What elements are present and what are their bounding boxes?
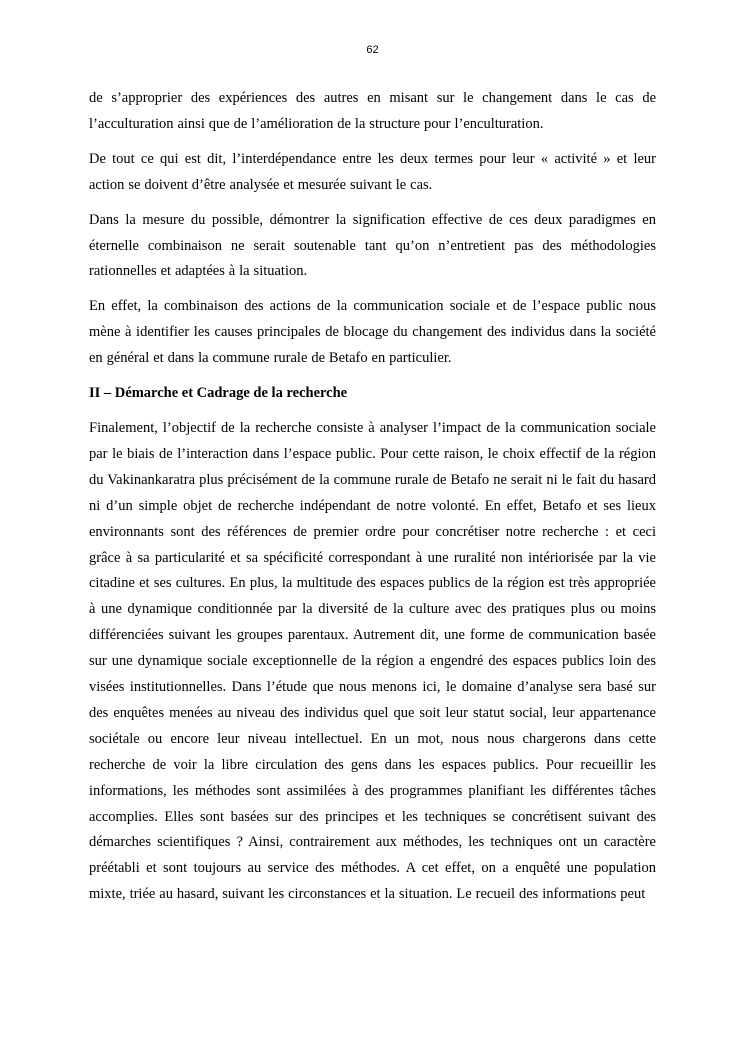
paragraph-interdependance: De tout ce qui est dit, l’interdépendance entre les deux termes pour leur « activité » et leur action se doivent d’être analysée et mesurée suivant le cas. (89, 150, 656, 193)
paragraph-paradigmes: Dans la mesure du possible, démontrer la signification effective de ces deux paradigmes en éternelle combinaison ne serait soutenable tant qu’on n’entretient pas des méthodologies rationnelles et adaptées à la situation. (89, 211, 656, 280)
paragraph-combinaison: En effet, la combinaison des actions de la communication sociale et de l’espace public nous mène à identifier les causes principales de blocage du changement des individus dans la société en général et dans la commune rurale de Betafo en particulier. (89, 298, 656, 367)
paragraph-acculturation: de s’approprier des expériences des autres en misant sur le changement dans le cas de l’acculturation ainsi que de l’amélioration de la structure pour l’enculturation. (89, 90, 656, 132)
body-text (89, 86, 656, 917)
section-heading: II – Démarche et Cadrage de la recherche (89, 385, 348, 402)
paragraph-objectif-recherche: Finalement, l’objectif de la recherche consiste à analyser l’impact de la communication sociale par le biais de l’interaction dans l’espace public. Pour cette raison, le choix effectif de la région du Vakinankaratra plus précisément de la commune rurale de Betafo ne serait ni le fait du hasard ni d’un simple objet de recherche indépendant de notre volonté. En effet, Betafo et ses lieux environnants sont des références de premier ordre pour concrétiser notre recherche : et ceci grâce à sa particularité et sa spécificité correspondant à une ruralité non intériorisée par la vie citadine et ses cultures. En plus, la multitude des espaces publics de la région est très appropriée à une dynamique conditionnée par la diversité de la culture avec des pratiques plus ou moins différenciées suivant les groupes parentaux. Autrement dit, une forme de communication basée sur une dynamique sociale exceptionnelle de la région a engendré des espaces publics loin des visées institutionnelles. Dans l’étude que nous menons ici, le domaine d’analyse sera basé sur des enquêtes menées au niveau des individus quel que soit leur statut social, leur appartenance sociétale ou encore leur niveau intellectuel. En un mot, nous nous chargerons dans cette recherche de voir la libre circulation des gens dans les espaces publics. Pour recueillir les informations, les méthodes sont assimilées à des programmes planifiant les différentes tâches accomplies. Elles sont basées sur des principes et les techniques se concrétisent suivant des démarches scientifiques ? Ainsi, contrairement aux méthodes, les techniques ont un caractère préétabli et sont toujours au service des méthodes. A cet effet, on a enquêté une population mixte, triée au hasard, suivant les circonstances et la situation. Le recueil des informations peut (89, 419, 656, 903)
page-number: 62 (366, 44, 379, 56)
